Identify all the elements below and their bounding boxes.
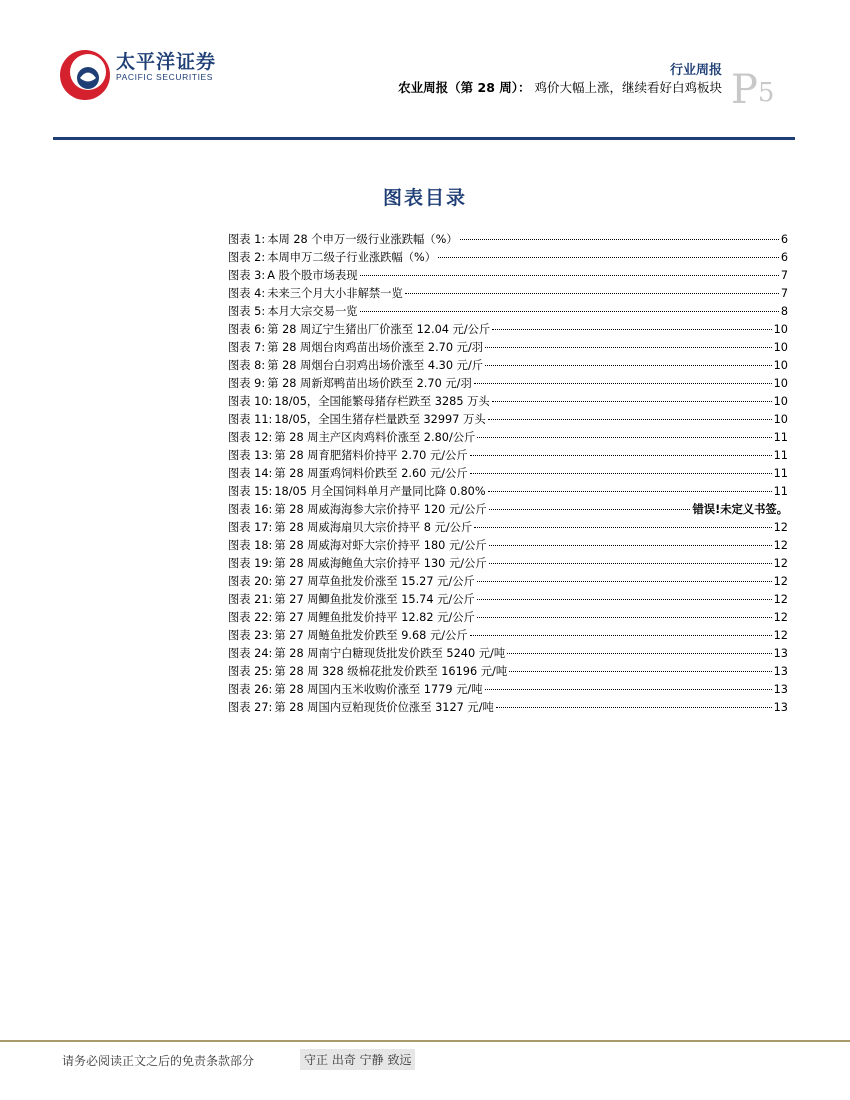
toc-entry-page: 6 [780, 233, 788, 246]
toc-entry-text: 第 28 周威海扇贝大宗价持平 8 元/公斤 [274, 521, 473, 534]
toc-entry-text: 第 27 周草鱼批发价涨至 15.27 元/公斤 [274, 575, 475, 588]
toc-entry-label: 图表 6: [228, 323, 266, 336]
toc-entry-page: 12 [773, 557, 788, 570]
toc-entry-page: 10 [773, 359, 788, 372]
toc-entry[interactable] [228, 411, 788, 429]
toc-entry-text: 本周申万二级子行业涨跌幅（%） [267, 251, 437, 264]
toc-entry-text: 本月大宗交易一览 [267, 305, 358, 318]
pacific-securities-logo-icon [58, 45, 112, 105]
footer-disclaimer: 请务必阅读正文之后的免责条款部分 [62, 1054, 255, 1068]
toc-entry-text: A 股个股市场表现 [267, 269, 358, 282]
toc-entry-page: 错误!未定义书签。 [692, 503, 788, 516]
toc-dot-leader [477, 581, 772, 582]
company-name-cn: 太平洋证券 [116, 51, 217, 73]
toc-entry[interactable] [228, 591, 788, 609]
toc-entry-text: 第 28 周新郑鸭苗出场价跌至 2.70 元/羽 [267, 377, 472, 390]
toc-entry-page: 11 [773, 449, 788, 462]
toc-entry[interactable] [228, 555, 788, 573]
table-of-figures [228, 231, 788, 717]
footer-divider [0, 1040, 850, 1042]
toc-dot-leader [485, 689, 772, 690]
toc-entry-page: 10 [773, 413, 788, 426]
toc-entry-label: 图表 3: [228, 269, 266, 282]
toc-entry-page: 8 [780, 305, 788, 318]
footer-motto: 守正 出奇 宁静 致远 [300, 1049, 415, 1070]
toc-entry-label: 图表 23: [228, 629, 273, 642]
toc-entry-text: 第 28 周威海对虾大宗价持平 180 元/公斤 [274, 539, 487, 552]
toc-entry-label: 图表 25: [228, 665, 273, 678]
toc-entry-text: 第 28 周威海鲍鱼大宗价持平 130 元/公斤 [274, 557, 487, 570]
toc-entry-text: 第 27 周鲫鱼批发价涨至 15.74 元/公斤 [274, 593, 475, 606]
toc-entry-text: 第 28 周威海海参大宗价持平 120 元/公斤 [274, 503, 487, 516]
toc-entry-text: 本周 28 个申万一级行业涨跌幅（%） [267, 233, 458, 246]
toc-dot-leader [477, 437, 771, 438]
toc-entry-label: 图表 19: [228, 557, 273, 570]
toc-entry-page: 12 [773, 629, 788, 642]
toc-entry[interactable] [228, 645, 788, 663]
toc-entry[interactable] [228, 501, 788, 519]
toc-entry-label: 图表 5: [228, 305, 266, 318]
toc-entry-page: 12 [773, 521, 788, 534]
toc-entry[interactable] [228, 429, 788, 447]
toc-entry-label: 图表 1: [228, 233, 266, 246]
toc-entry[interactable] [228, 609, 788, 627]
page-letter: P [731, 67, 758, 113]
toc-entry-label: 图表 18: [228, 539, 273, 552]
toc-dot-leader [477, 599, 772, 600]
toc-dot-leader [492, 401, 772, 402]
toc-entry-page: 11 [773, 467, 788, 480]
toc-entry-label: 图表 13: [228, 449, 273, 462]
toc-entry-page: 10 [773, 323, 788, 336]
toc-entry-page: 11 [773, 485, 788, 498]
toc-entry[interactable] [228, 231, 788, 249]
toc-entry-text: 第 28 周 328 级棉花批发价跌至 16196 元/吨 [274, 665, 508, 678]
toc-dot-leader [470, 455, 772, 456]
toc-entry-page: 13 [773, 683, 788, 696]
toc-entry-label: 图表 9: [228, 377, 266, 390]
toc-title: 图表目录 [382, 187, 467, 209]
toc-entry[interactable] [228, 285, 788, 303]
toc-entry-text: 第 28 周育肥猪料价持平 2.70 元/公斤 [274, 449, 468, 462]
toc-entry[interactable] [228, 303, 788, 321]
toc-entry-label: 图表 11: [228, 413, 273, 426]
toc-entry-label: 图表 8: [228, 359, 266, 372]
report-title-main: 农业周报（第 28 周）： [398, 80, 531, 95]
toc-dot-leader [485, 365, 772, 366]
toc-entry-page: 12 [773, 575, 788, 588]
page-digit: 5 [757, 78, 775, 108]
toc-entry-page: 7 [780, 287, 788, 300]
toc-entry-text: 第 28 周蛋鸡饲料价跌至 2.60 元/公斤 [274, 467, 468, 480]
toc-entry-label: 图表 4: [228, 287, 266, 300]
toc-entry[interactable] [228, 375, 788, 393]
toc-entry[interactable] [228, 465, 788, 483]
toc-entry[interactable] [228, 357, 788, 375]
toc-entry-text: 18/05 月全国饲料单月产量同比降 0.80% [274, 485, 486, 498]
toc-entry-page: 13 [773, 701, 788, 714]
toc-entry[interactable] [228, 699, 788, 717]
toc-entry-page: 12 [773, 611, 788, 624]
toc-entry-label: 图表 16: [228, 503, 273, 516]
toc-entry[interactable] [228, 321, 788, 339]
toc-entry[interactable] [228, 339, 788, 357]
toc-dot-leader [489, 563, 772, 564]
toc-entry-page: 12 [773, 593, 788, 606]
toc-entry-label: 图表 24: [228, 647, 273, 660]
toc-entry-text: 18/05，全国生猪存栏量跌至 32997 万头 [274, 413, 486, 426]
toc-entry-text: 18/05，全国能繁母猪存栏跌至 3285 万头 [274, 395, 490, 408]
toc-dot-leader [507, 653, 772, 654]
toc-entry-page: 13 [773, 647, 788, 660]
toc-entry-label: 图表 27: [228, 701, 273, 714]
toc-entry-page: 10 [773, 377, 788, 390]
toc-entry-page: 11 [773, 431, 788, 444]
toc-entry-label: 图表 17: [228, 521, 273, 534]
toc-entry-label: 图表 21: [228, 593, 273, 606]
toc-entry-label: 图表 7: [228, 341, 266, 354]
toc-entry-label: 图表 22: [228, 611, 273, 624]
company-logo [58, 45, 228, 105]
toc-entry[interactable] [228, 573, 788, 591]
toc-dot-leader [470, 473, 772, 474]
toc-entry-text: 第 27 周鲤鱼批发价持平 12.82 元/公斤 [274, 611, 475, 624]
toc-entry-page: 12 [773, 539, 788, 552]
report-title [398, 78, 722, 96]
toc-entry[interactable] [228, 483, 788, 501]
toc-entry-label: 图表 14: [228, 467, 273, 480]
toc-dot-leader [492, 329, 771, 330]
toc-dot-leader [470, 635, 772, 636]
toc-dot-leader [460, 239, 779, 240]
toc-entry[interactable] [228, 267, 788, 285]
toc-entry-text: 第 27 周鲢鱼批发价跌至 9.68 元/公斤 [274, 629, 468, 642]
toc-dot-leader [489, 509, 691, 510]
toc-entry-label: 图表 20: [228, 575, 273, 588]
toc-entry[interactable] [228, 627, 788, 645]
toc-dot-leader [489, 545, 772, 546]
toc-dot-leader [474, 527, 771, 528]
toc-entry-text: 第 28 周烟台白羽鸡出场价涨至 4.30 元/斤 [267, 359, 484, 372]
toc-dot-leader [438, 257, 779, 258]
toc-entry-text: 第 28 周烟台肉鸡苗出场价涨至 2.70 元/羽 [267, 341, 484, 354]
toc-entry-page: 7 [780, 269, 788, 282]
toc-entry-label: 图表 15: [228, 485, 273, 498]
toc-entry-label: 图表 2: [228, 251, 266, 264]
toc-entry[interactable] [228, 447, 788, 465]
toc-entry-text: 第 28 周主产区肉鸡料价涨至 2.80/公斤 [274, 431, 476, 444]
toc-entry[interactable] [228, 537, 788, 555]
toc-entry-text: 第 28 周国内豆粕现货价位涨至 3127 元/吨 [274, 701, 494, 714]
report-type: 行业周报 [669, 63, 722, 78]
toc-dot-leader [496, 707, 772, 708]
toc-entry-text: 第 28 周国内玉米收购价涨至 1779 元/吨 [274, 683, 483, 696]
toc-entry[interactable] [228, 249, 788, 267]
toc-entry-label: 图表 10: [228, 395, 273, 408]
toc-dot-leader [405, 293, 779, 294]
toc-entry-page: 10 [773, 341, 788, 354]
toc-dot-leader [360, 275, 779, 276]
toc-entry-page: 10 [773, 395, 788, 408]
toc-entry-label: 图表 12: [228, 431, 273, 444]
toc-dot-leader [485, 347, 772, 348]
toc-dot-leader [477, 617, 772, 618]
toc-dot-leader [488, 491, 772, 492]
toc-entry[interactable] [228, 519, 788, 537]
toc-entry-text: 第 28 周辽宁生猪出厂价涨至 12.04 元/公斤 [267, 323, 491, 336]
company-name-en: PACIFIC SECURITIES [116, 72, 214, 82]
header-divider [53, 137, 795, 140]
toc-entry[interactable] [228, 681, 788, 699]
toc-entry-text: 第 28 周南宁白糖现货批发价跌至 5240 元/吨 [274, 647, 506, 660]
toc-entry-text: 未来三个月大小非解禁一览 [267, 287, 403, 300]
toc-entry[interactable] [228, 663, 788, 681]
page-number [731, 67, 775, 113]
toc-entry-page: 13 [773, 665, 788, 678]
report-title-sub: 鸡价大幅上涨，继续看好白鸡板块 [530, 80, 722, 95]
toc-dot-leader [488, 419, 772, 420]
toc-entry[interactable] [228, 393, 788, 411]
toc-dot-leader [360, 311, 779, 312]
toc-entry-label: 图表 26: [228, 683, 273, 696]
toc-dot-leader [474, 383, 772, 384]
toc-dot-leader [509, 671, 771, 672]
toc-entry-page: 6 [780, 251, 788, 264]
